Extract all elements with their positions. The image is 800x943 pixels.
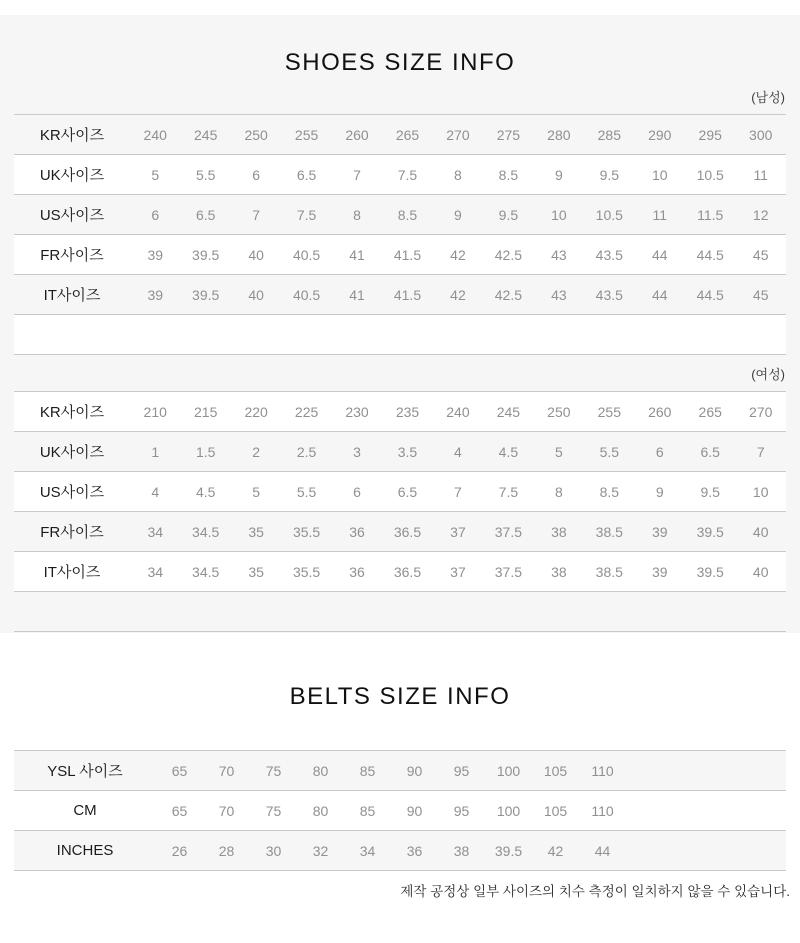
size-value: 8.5: [498, 166, 519, 183]
size-value: 265: [698, 403, 722, 420]
row-label: IT사이즈: [43, 564, 101, 581]
size-value: 44.5: [696, 246, 724, 263]
belts-section-title: BELTS SIZE INFO: [289, 683, 511, 710]
women-label: (여성): [751, 367, 785, 382]
size-value: 250: [244, 126, 268, 143]
size-value: 42.5: [494, 286, 523, 303]
size-value: 10: [752, 483, 769, 500]
size-table-row: [14, 831, 786, 871]
belts-size-table: [14, 750, 786, 871]
size-value: 36.5: [393, 523, 422, 540]
size-value: 35: [248, 523, 264, 540]
size-table-row: [14, 155, 786, 195]
size-value: 11: [753, 166, 768, 183]
size-table-row: [14, 791, 786, 831]
size-value: 38.5: [595, 563, 623, 580]
size-value: 34.5: [192, 523, 220, 540]
size-value: 7.5: [296, 206, 317, 223]
size-value: 250: [547, 403, 571, 420]
row-label: UK사이즈: [39, 444, 105, 461]
size-value: 2.5: [296, 443, 317, 460]
size-value: 225: [294, 403, 319, 420]
size-value: 70: [218, 762, 235, 779]
size-value: 95: [453, 762, 470, 779]
size-table-row: [14, 195, 786, 235]
size-value: 7: [252, 206, 261, 223]
size-value: 5.5: [296, 483, 317, 500]
size-value: 4: [454, 443, 462, 460]
size-value: 42.5: [494, 246, 523, 263]
row-label: INCHES: [56, 842, 114, 859]
row-label: KR사이즈: [39, 404, 105, 421]
size-value: 37: [450, 523, 466, 540]
size-value: 35: [248, 563, 264, 580]
size-value: 5.5: [195, 166, 216, 183]
size-value: 1.5: [195, 443, 216, 460]
size-value: 44: [594, 842, 611, 859]
size-value: 42: [450, 286, 466, 303]
size-value: 38: [551, 523, 567, 540]
size-value: 10: [551, 206, 567, 223]
row-label: KR사이즈: [39, 127, 105, 144]
size-value: 36: [349, 523, 365, 540]
size-value: 3: [353, 443, 361, 460]
size-value: 7.5: [498, 483, 519, 500]
belts-size-section: [0, 633, 800, 915]
size-value: 5.5: [599, 443, 620, 460]
size-value: 44: [651, 246, 668, 263]
size-value: 1: [151, 443, 160, 460]
size-value: 6: [252, 166, 261, 183]
size-value: 6.5: [296, 166, 317, 183]
size-value: 80: [312, 762, 329, 779]
size-value: 3.5: [397, 443, 418, 460]
size-value: 65: [171, 762, 188, 779]
size-value: 6: [353, 483, 361, 500]
size-value: 9.5: [498, 206, 519, 223]
size-value: 5: [151, 166, 160, 183]
size-table-row: [14, 472, 786, 512]
size-value: 110: [591, 802, 614, 819]
size-value: 290: [648, 126, 672, 143]
size-value: 38.5: [595, 523, 623, 540]
size-value: 300: [749, 126, 773, 143]
size-table-row: [14, 275, 786, 315]
empty-row: [14, 592, 786, 632]
size-value: 41: [349, 286, 365, 303]
row-label: US사이즈: [39, 207, 105, 224]
size-value: 85: [359, 802, 376, 819]
size-table-row: [14, 512, 786, 552]
size-value: 260: [345, 126, 369, 143]
size-value: 37: [450, 563, 466, 580]
size-value: 32: [312, 842, 329, 859]
size-value: 100: [496, 762, 521, 779]
size-value: 275: [496, 126, 521, 143]
size-value: 41.5: [393, 246, 422, 263]
size-value: 220: [244, 403, 268, 420]
size-value: 95: [453, 802, 470, 819]
size-value: 40.5: [292, 286, 321, 303]
size-value: 210: [143, 403, 167, 420]
size-value: 39: [651, 523, 668, 540]
size-value: 38: [453, 842, 470, 859]
size-value: 235: [395, 403, 420, 420]
size-value: 39.5: [494, 842, 523, 859]
size-value: 39.5: [696, 523, 724, 540]
row-label: FR사이즈: [40, 524, 104, 541]
size-value: 9: [554, 166, 563, 183]
size-value: 9: [454, 206, 462, 223]
size-value: 8.5: [599, 483, 620, 500]
size-value: 7.5: [397, 166, 418, 183]
size-value: 2: [252, 443, 261, 460]
size-value: 9: [655, 483, 664, 500]
empty-cell: [626, 751, 786, 791]
size-value: 39.5: [192, 246, 220, 263]
size-value: 7: [756, 443, 765, 460]
size-table-row: [14, 235, 786, 275]
size-table-row: [14, 751, 786, 791]
empty-cell: [626, 791, 786, 831]
size-value: 11: [652, 206, 668, 223]
size-value: 34: [147, 563, 164, 580]
size-value: 8.5: [397, 206, 418, 223]
size-value: 10: [651, 166, 668, 183]
size-value: 8: [454, 166, 462, 183]
shoes-women-size-table: [14, 391, 786, 632]
size-table-row: [14, 115, 786, 155]
size-value: 4.5: [498, 443, 519, 460]
size-value: 34.5: [192, 563, 220, 580]
row-label: FR사이즈: [40, 247, 104, 264]
shoes-size-section: [0, 15, 800, 633]
size-value: 100: [496, 802, 521, 819]
size-value: 36: [349, 563, 365, 580]
size-value: 44: [651, 286, 668, 303]
row-label: CM: [73, 802, 97, 819]
size-value: 4.5: [195, 483, 216, 500]
size-value: 39.5: [696, 563, 724, 580]
size-value: 43: [551, 246, 567, 263]
size-value: 90: [406, 762, 423, 779]
size-value: 105: [543, 802, 568, 819]
size-value: 45: [752, 286, 769, 303]
size-value: 9.5: [700, 483, 720, 500]
row-label: IT사이즈: [43, 287, 101, 304]
size-value: 90: [406, 802, 423, 819]
size-value: 105: [543, 762, 568, 779]
size-value: 28: [218, 842, 235, 859]
size-value: 40: [752, 523, 769, 540]
size-table-row: [14, 392, 786, 432]
size-value: 43: [551, 286, 567, 303]
size-value: 35.5: [292, 523, 321, 540]
shoes-section-title: SHOES SIZE INFO: [284, 49, 516, 76]
size-value: 240: [143, 126, 167, 143]
size-value: 245: [194, 126, 218, 143]
size-value: 255: [294, 126, 319, 143]
size-value: 39: [147, 286, 164, 303]
size-value: 70: [218, 802, 235, 819]
size-value: 37.5: [494, 563, 523, 580]
size-value: 110: [591, 762, 614, 779]
size-value: 12: [752, 206, 769, 223]
row-label: YSL 사이즈: [47, 763, 123, 780]
size-value: 270: [446, 126, 470, 143]
size-value: 280: [547, 126, 571, 143]
size-value: 75: [265, 762, 282, 779]
size-value: 37.5: [494, 523, 523, 540]
size-value: 41.5: [393, 286, 422, 303]
size-value: 6: [655, 443, 664, 460]
size-value: 65: [171, 802, 188, 819]
size-value: 85: [359, 762, 376, 779]
size-value: 39: [651, 563, 668, 580]
size-value: 42: [547, 842, 564, 859]
size-info-page: [0, 15, 800, 915]
size-value: 285: [597, 126, 621, 143]
size-value: 4: [151, 483, 160, 500]
size-value: 255: [597, 403, 621, 420]
size-value: 215: [194, 403, 218, 420]
size-value: 230: [345, 403, 369, 420]
size-value: 43.5: [595, 246, 623, 263]
size-value: 295: [698, 126, 722, 143]
row-label: UK사이즈: [39, 167, 105, 184]
size-value: 43.5: [595, 286, 623, 303]
size-value: 45: [752, 246, 769, 263]
size-value: 44.5: [696, 286, 724, 303]
size-table-row: [14, 552, 786, 592]
size-value: 7: [353, 166, 361, 183]
size-value: 6.5: [397, 483, 418, 500]
size-value: 80: [312, 802, 329, 819]
size-value: 36.5: [393, 563, 422, 580]
empty-row: [14, 315, 786, 355]
size-value: 245: [496, 403, 521, 420]
size-value: 5: [554, 443, 563, 460]
size-table-row: [14, 432, 786, 472]
size-value: 34: [359, 842, 376, 859]
size-value: 265: [395, 126, 420, 143]
size-value: 42: [450, 246, 466, 263]
size-value: 10.5: [595, 206, 623, 223]
size-value: 36: [406, 842, 423, 859]
size-value: 35.5: [292, 563, 321, 580]
size-value: 6: [151, 206, 160, 223]
size-value: 9.5: [599, 166, 620, 183]
size-value: 40.5: [292, 246, 321, 263]
size-value: 8: [554, 483, 563, 500]
size-value: 10.5: [696, 166, 724, 183]
size-value: 6.5: [195, 206, 216, 223]
size-value: 30: [265, 842, 282, 859]
size-value: 26: [171, 842, 188, 859]
size-value: 240: [446, 403, 470, 420]
size-value: 39.5: [192, 286, 220, 303]
size-value: 41: [349, 246, 365, 263]
size-value: 5: [252, 483, 261, 500]
size-value: 34: [147, 523, 164, 540]
empty-cell: [626, 831, 786, 871]
men-label: (남성): [751, 90, 785, 105]
size-value: 270: [749, 403, 773, 420]
size-value: 40: [248, 286, 264, 303]
size-value: 40: [248, 246, 264, 263]
size-value: 260: [648, 403, 672, 420]
size-value: 7: [454, 483, 462, 500]
size-value: 11.5: [697, 206, 724, 223]
size-value: 8: [353, 206, 361, 223]
size-disclaimer-note: 제작 공정상 일부 사이즈의 치수 측정이 일치하지 않을 수 있습니다.: [400, 884, 790, 899]
size-value: 39: [147, 246, 164, 263]
size-value: 6.5: [700, 443, 720, 460]
size-value: 40: [752, 563, 769, 580]
size-value: 38: [551, 563, 567, 580]
row-label: US사이즈: [39, 484, 105, 501]
size-value: 75: [265, 802, 282, 819]
shoes-men-size-table: [14, 114, 786, 355]
